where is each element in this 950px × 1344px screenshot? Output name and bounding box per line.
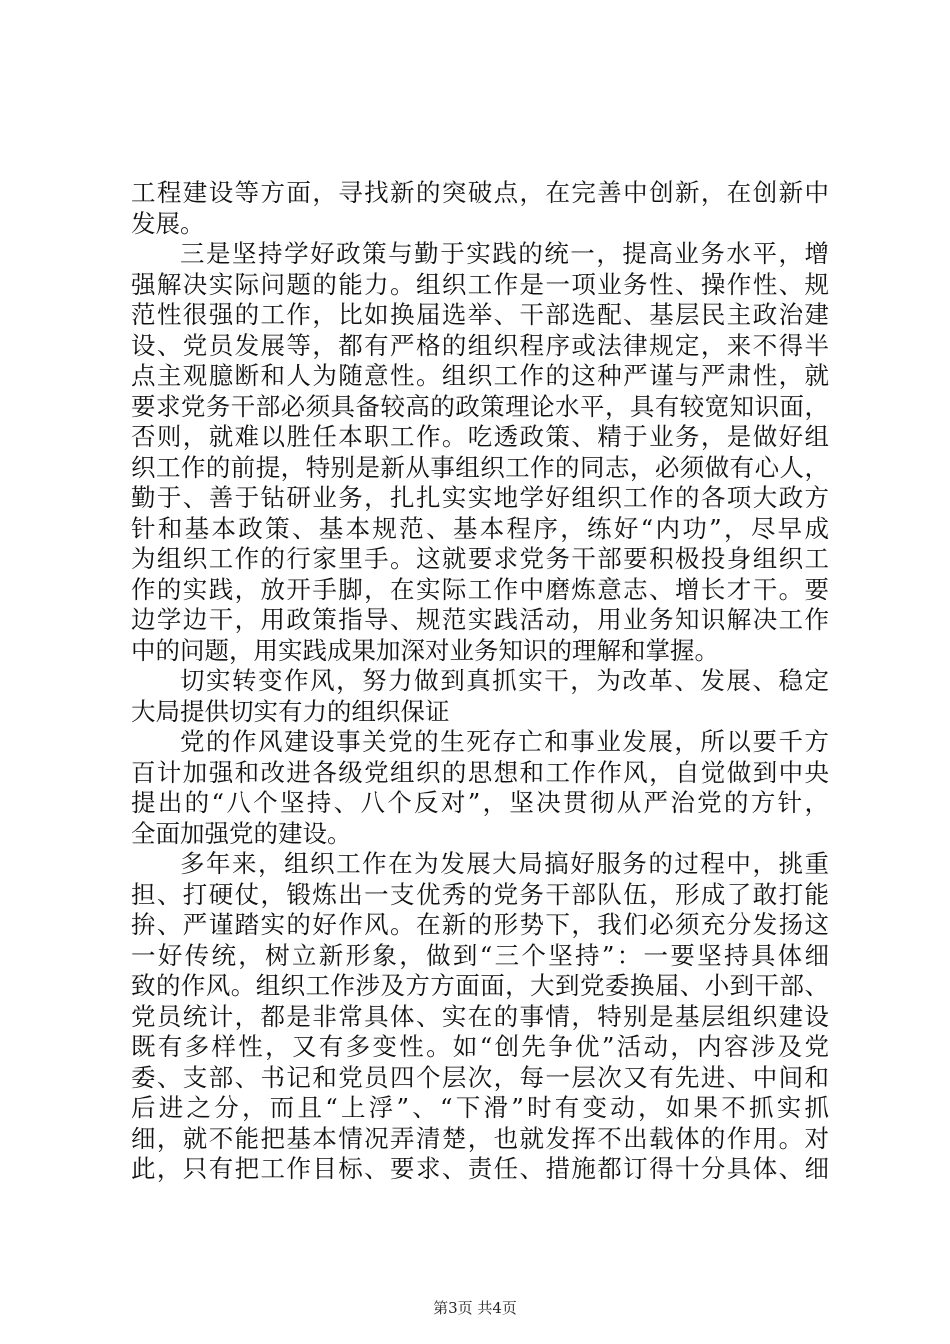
text-line: 党的作风建设事关党的生死存亡和事业发展，所以要千方 bbox=[180, 727, 829, 756]
text-line: 全面加强党的建设。 bbox=[131, 818, 352, 848]
text-line: 强解决实际问题的能力。组织工作是一项业务性、操作性、规 bbox=[131, 269, 829, 299]
body-text bbox=[131, 178, 829, 1185]
text-line: 作的实践，放开手脚，在实际工作中磨炼意志、增长才干。要 bbox=[131, 574, 829, 604]
text-line: 否则，就难以胜任本职工作。吃透政策、精于业务，是做好组 bbox=[131, 422, 829, 451]
text-line: 担、打硬仗，锻炼出一支优秀的党务干部队伍，形成了敢打能 bbox=[131, 879, 829, 909]
text-line: 既有多样性，又有多变性。如“创先争优”活动，内容涉及党 bbox=[131, 1032, 829, 1061]
text-line: 致的作风。组织工作涉及方方面面，大到党委换届、小到干部、 bbox=[131, 971, 829, 1000]
text-line: 要求党务干部必须具备较高的政策理论水平，具有较宽知识面， bbox=[131, 391, 829, 421]
text-line: 拚、严谨踏实的好作风。在新的形势下，我们必须充分发扬这 bbox=[131, 910, 829, 939]
text-line: 委、支部、书记和党员四个层次，每一层次又有先进、中间和 bbox=[131, 1062, 829, 1092]
text-line: 一好传统，树立新形象，做到“三个坚持”：一要坚持具体细 bbox=[131, 940, 829, 970]
text-line: 工程建设等方面，寻找新的突破点，在完善中创新，在创新中 bbox=[131, 178, 829, 207]
text-line: 多年来，组织工作在为发展大局搞好服务的过程中，挑重 bbox=[180, 849, 829, 878]
text-line: 发展。 bbox=[131, 208, 205, 238]
text-line: 织工作的前提，特别是新从事组织工作的同志，必须做有心人， bbox=[131, 452, 829, 482]
text-line: 百计加强和改进各级党组织的思想和工作作风，自觉做到中央 bbox=[131, 757, 829, 787]
text-line: 大局提供切实有力的组织保证 bbox=[131, 696, 450, 726]
text-line: 切实转变作风，努力做到真抓实干，为改革、发展、稳定 bbox=[180, 666, 829, 695]
text-line: 提出的“八个坚持、八个反对”，坚决贯彻从严治党的方针， bbox=[131, 788, 829, 817]
text-line: 点主观臆断和人为随意性。组织工作的这种严谨与严肃性，就 bbox=[131, 361, 829, 390]
text-line: 三是坚持学好政策与勤于实践的统一，提高业务水平，增 bbox=[180, 239, 829, 268]
page-footer: 第3页 共4页 bbox=[433, 1299, 517, 1317]
text-line: 设、党员发展等，都有严格的组织程序或法律规定，来不得半 bbox=[131, 330, 829, 360]
text-line: 范性很强的工作，比如换届选举、干部选配、基层民主政治建 bbox=[131, 300, 829, 329]
text-line: 中的问题，用实践成果加深对业务知识的理解和掌握。 bbox=[131, 635, 719, 665]
text-line: 为组织工作的行家里手。这就要求党务干部要积极投身组织工 bbox=[131, 544, 829, 573]
text-line: 此，只有把工作目标、要求、责任、措施都订得十分具体、细 bbox=[131, 1154, 829, 1183]
text-line: 细，就不能把基本情况弄清楚，也就发挥不出载体的作用。对 bbox=[131, 1123, 829, 1153]
text-line: 针和基本政策、基本规范、基本程序，练好“内功”，尽早成 bbox=[131, 513, 829, 543]
text-line: 勤于、善于钻研业务，扎扎实实地学好组织工作的各项大政方 bbox=[131, 483, 829, 512]
text-line: 边学边干，用政策指导、规范实践活动，用业务知识解决工作 bbox=[131, 605, 829, 634]
text-line: 后进之分，而且“上浮”、“下滑”时有变动，如果不抓实抓 bbox=[131, 1093, 829, 1122]
text-line: 党员统计，都是非常具体、实在的事情，特别是基层组织建设 bbox=[131, 1001, 829, 1031]
